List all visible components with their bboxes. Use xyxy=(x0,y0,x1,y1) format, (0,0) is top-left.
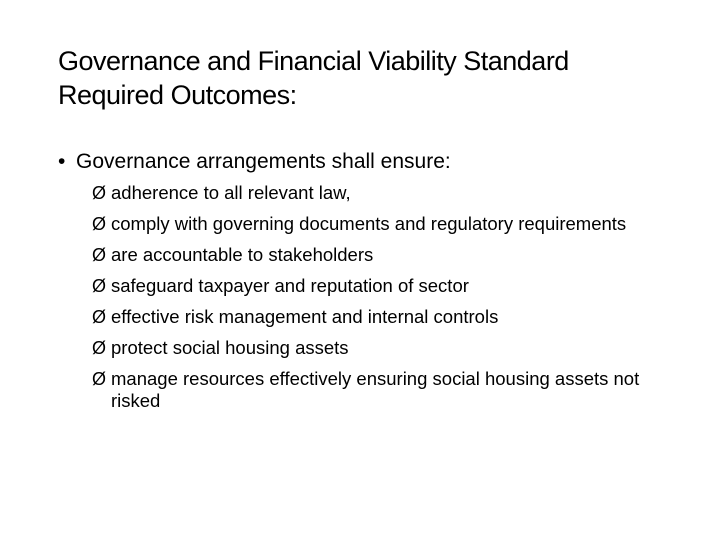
arrow-bullet-icon: Ø xyxy=(92,276,107,296)
main-bullet xyxy=(58,148,668,176)
list-item-text: are accountable to stakeholders xyxy=(111,244,374,265)
arrow-bullet-icon: Ø xyxy=(92,214,107,234)
bullet-icon: • xyxy=(58,150,66,173)
arrow-bullet-icon: Ø xyxy=(92,338,107,358)
list-item xyxy=(58,244,668,266)
slide-content xyxy=(58,148,668,421)
list-item xyxy=(58,306,668,328)
list-item xyxy=(58,368,668,412)
sub-bullet-list xyxy=(58,182,668,412)
list-item-text: effective risk management and internal controls xyxy=(111,306,499,327)
title-line-1: Governance and Financial Viability Standard xyxy=(58,46,569,76)
list-item-text: protect social housing assets xyxy=(111,337,349,358)
list-item-text: comply with governing documents and regulatory requirements xyxy=(111,213,627,234)
list-item-text: manage resources effectively ensuring social housing assets not risked xyxy=(111,368,640,411)
arrow-bullet-icon: Ø xyxy=(92,183,107,203)
list-item xyxy=(58,213,668,235)
slide-title xyxy=(58,44,678,112)
list-item xyxy=(58,275,668,297)
arrow-bullet-icon: Ø xyxy=(92,369,107,389)
main-bullet-text: Governance arrangements shall ensure: xyxy=(76,150,451,173)
list-item-text: adherence to all relevant law, xyxy=(111,182,351,203)
list-item xyxy=(58,182,668,204)
list-item-text: safeguard taxpayer and reputation of sector xyxy=(111,275,469,296)
arrow-bullet-icon: Ø xyxy=(92,245,107,265)
title-line-2: Required Outcomes: xyxy=(58,80,297,110)
arrow-bullet-icon: Ø xyxy=(92,307,107,327)
list-item xyxy=(58,337,668,359)
